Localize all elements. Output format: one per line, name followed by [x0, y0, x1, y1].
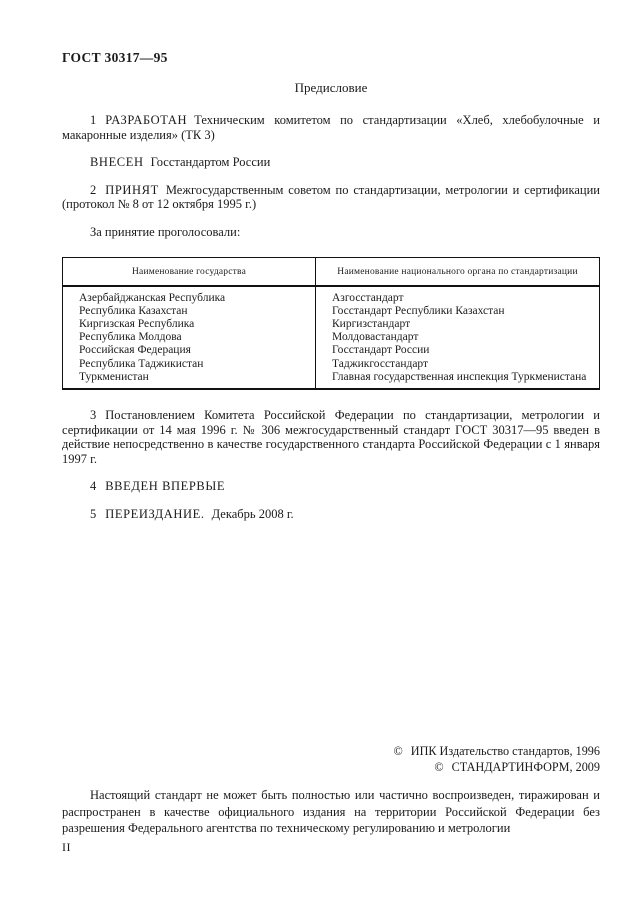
paragraph-resolution [62, 408, 600, 466]
copyright-line-2 [394, 760, 601, 776]
copyright-text-1: ИПК Издательство стандартов, 1996 [410, 744, 600, 758]
body-cell: Киргизстандарт [332, 317, 411, 330]
copyright-line-1 [394, 744, 601, 760]
page-number: II [62, 840, 71, 854]
paragraph-submitted [62, 155, 600, 170]
state-cell: Республика Молдова [63, 331, 316, 344]
item-text: Техническим комитетом по стандартизации «Хлеб, хлебобулочные и макаронные изделия» (ТК 3) [62, 113, 600, 142]
vote-table-header [63, 257, 600, 286]
item-number: 5 [90, 506, 97, 521]
item-text: Постановлением Комитета Российской Федерации по стандартизации, метрологии и сертификации от 14 мая 1996 г. № 306 межгосударственный стандарт ГОСТ 30317—95 введен в действие непосредственно в качестве государственного стандарта Российской Федерации с 1 января 1997 г. [62, 407, 600, 466]
item-keyword: ПРИНЯТ [105, 182, 159, 197]
copyright-icon: © [434, 759, 444, 774]
table-row [63, 286, 600, 305]
paragraph-reissue [62, 507, 600, 522]
doc-code: ГОСТ 30317—95 [62, 50, 168, 65]
table-row [63, 318, 600, 331]
restriction-notice: Настоящий стандарт не может быть полностью или частично воспроизведен, тиражирован и распространен в качестве официального издания на территории Российской Федерации без разрешения Федерального агентства по техническому регулированию и метрологии [62, 788, 600, 836]
body-cell: Госстандарт Республики Казахстан [332, 304, 505, 317]
body-cell: Азгосстандарт [332, 291, 404, 304]
state-cell: Туркменистан [63, 371, 316, 389]
state-cell: Республика Таджикистан [63, 358, 316, 371]
state-cell: Республика Казахстан [63, 305, 316, 318]
vote-table-body [63, 286, 600, 389]
paragraph-adopted [62, 183, 600, 212]
item-text: Межгосударственным советом по стандартизации, метрологии и сертификации (протокол № 8 от 12 октября 1995 г.) [62, 182, 600, 212]
paragraph-developed [62, 113, 600, 142]
table-row [63, 331, 600, 344]
state-cell: Киргизская Республика [63, 318, 316, 331]
copyright-text-2: СТАНДАРТИНФОРМ, 2009 [451, 759, 600, 774]
item-text: Госстандартом России [150, 155, 271, 170]
item-keyword: ВНЕСЕН [90, 155, 144, 170]
state-cell: Азербайджанская Республика [63, 286, 316, 305]
copyright-block [394, 744, 601, 775]
state-cell: Российская Федерация [63, 344, 316, 357]
body-cell: Главная государственная инспекция Туркменистана [332, 370, 587, 383]
item-keyword: ПЕРЕИЗДАНИЕ. [105, 506, 205, 521]
item-number: 3 [90, 407, 97, 422]
table-row [63, 358, 600, 371]
item-number: 1 [90, 113, 97, 127]
preface-title: Предисловие [294, 80, 368, 95]
table-row [63, 305, 600, 318]
item-text: За принятие проголосовали: [90, 224, 241, 239]
vote-table [62, 257, 600, 390]
column-header-body: Наименование национального органа по стандартизации [316, 257, 600, 286]
item-number: 2 [90, 182, 97, 197]
body-cell: Молдовастандарт [332, 331, 419, 344]
body-cell: Госстандарт России [332, 344, 430, 357]
item-text: Декабрь 2008 г. [211, 506, 294, 521]
item-keyword: РАЗРАБОТАН [105, 113, 188, 127]
item-number: 4 [90, 479, 97, 494]
paragraph-voted-intro [62, 225, 600, 240]
paragraph-first-introduced [62, 479, 600, 494]
column-header-state: Наименование государства [63, 257, 316, 286]
table-row [63, 344, 600, 357]
item-keyword: ВВЕДЕН ВПЕРВЫЕ [105, 479, 226, 494]
body-cell: Таджикгосстандарт [332, 357, 429, 370]
table-row [63, 371, 600, 389]
copyright-icon: © [393, 744, 403, 758]
